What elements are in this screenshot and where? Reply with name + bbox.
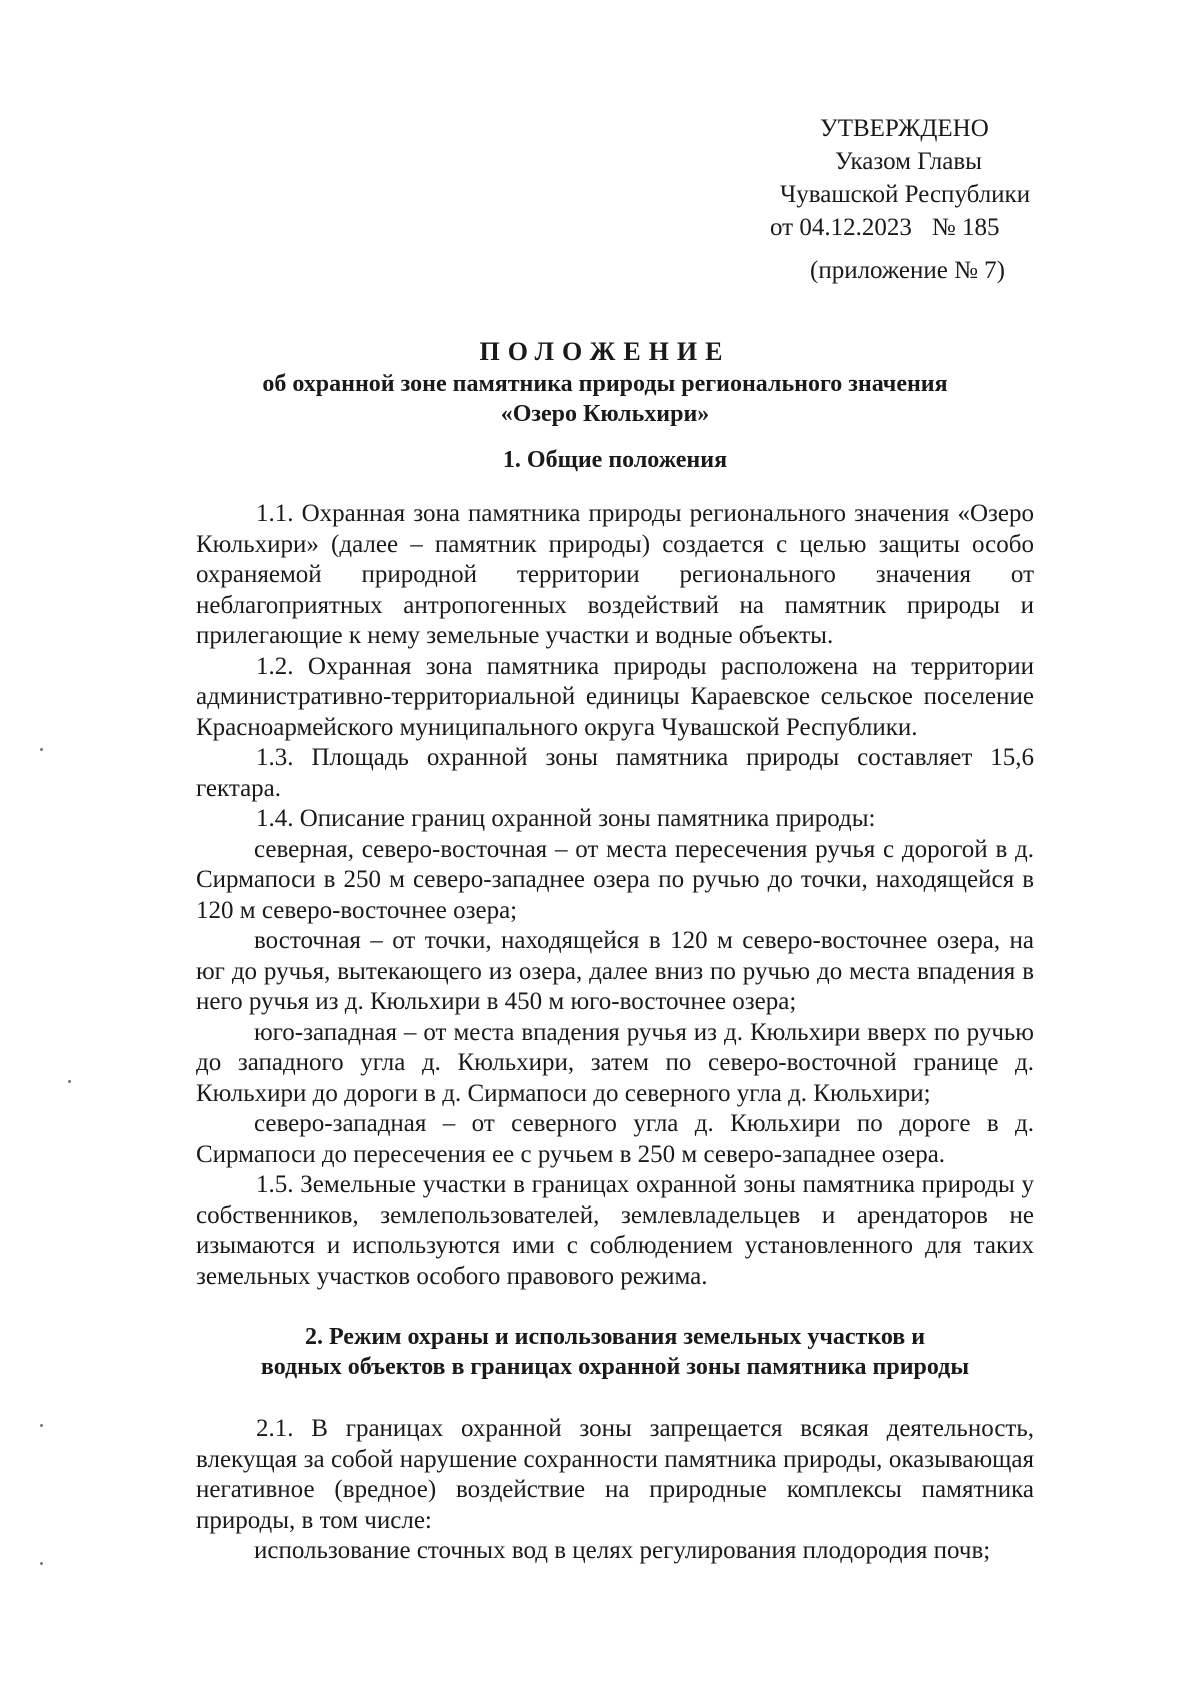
section-2-heading-line-1: 2. Режим охраны и использования земельных участков и <box>304 1324 926 1350</box>
decree-date-line <box>770 211 1120 244</box>
scan-speck <box>40 1424 43 1427</box>
paragraph: восточная – от точки, находящейся в 120 м северо-восточнее озера, на юг до ручья, вытекающего из озера, далее вниз по ручью до места впадения в него ручья из д. Кюльхири в 450 м юго-восточнее озера; <box>196 927 1034 1015</box>
section-2-heading-line-2: водных объектов в границах охранной зоны памятника природы <box>260 1354 970 1380</box>
paragraph: 1.1. Охранная зона памятника природы регионального значения «Озеро Кюльхири» (далее – памятник природы) создается с целью защиты особо охраняемой природной территории регионального значения от неблагоприятных антропогенных воздействий на памятник природы и прилегающие к нему земельные участки и водные объекты. <box>196 500 1034 649</box>
approved-label: УТВЕРЖДЕНО <box>820 115 989 142</box>
appendix-label: (приложение № 7) <box>810 257 1006 284</box>
title-line-1: об охранной зоне памятника природы регионального значения <box>262 371 948 397</box>
paragraph: использование сточных вод в целях регулирования плодородия почв; <box>254 1537 991 1564</box>
scan-speck <box>68 1080 71 1083</box>
decree-date: от 04.12.2023 <box>770 214 912 241</box>
title-line-2: «Озеро Кюльхири» <box>500 401 710 427</box>
paragraph: северная, северо-восточная – от места пересечения ручья с дорогой в д. Сирмапоси в 250 м северо-западнее озера по ручью до точки, находящейся в 120 м северо-восточнее озера; <box>196 835 1034 924</box>
document-title <box>170 335 1040 429</box>
paragraph: 1.3. Площадь охранной зоны памятника природы составляет 15,6 гектара. <box>196 744 1034 802</box>
paragraph: 1.2. Охранная зона памятника природы расположена на территории административно-территориальной единицы Караевское сельское поселение Красноармейского муниципального округа Чувашской Республики. <box>196 652 1034 741</box>
paragraph: 1.5. Земельные участки в границах охранной зоны памятника природы у собственников, землепользователей, землевладельцев и арендаторов не изымаются и используются ими с соблюдением установленного для таких земельных участков особого правового режима. <box>196 1171 1034 1290</box>
paragraph: 1.4. Описание границ охранной зоны памятника природы: <box>256 805 876 832</box>
section-1-heading: 1. Общие положения <box>502 447 728 473</box>
paragraph: юго-западная – от места впадения ручья из д. Кюльхири вверх по ручью до западного угла д. Кюльхири, затем по северо-восточной границе д. Кюльхири до дороги в д. Сирмапоси до северного угла д. Кюльхири; <box>196 1018 1034 1107</box>
document-body <box>196 445 1034 1567</box>
republic-label: Чувашской Республики <box>780 181 1031 208</box>
decree-label: Указом Главы <box>835 148 982 175</box>
scan-speck <box>40 748 43 751</box>
title-main: ПОЛОЖЕНИЕ <box>479 337 731 366</box>
approval-stamp <box>770 112 1120 287</box>
section-2-heading <box>196 1322 1034 1382</box>
paragraph: северо-западная – от северного угла д. Кюльхири по дороге в д. Сирмапоси до пересечения ее с ручьем в 250 м северо-западнее озера. <box>196 1110 1034 1168</box>
decree-number: № 185 <box>931 214 1000 241</box>
paragraph: 2.1. В границах охранной зоны запрещается всякая деятельность, влекущая за собой нарушение сохранности памятника природы, оказывающая негативное (вредное) воздействие на природные комплексы памятника природы, в том числе: <box>196 1415 1034 1534</box>
scan-speck <box>40 1562 43 1565</box>
